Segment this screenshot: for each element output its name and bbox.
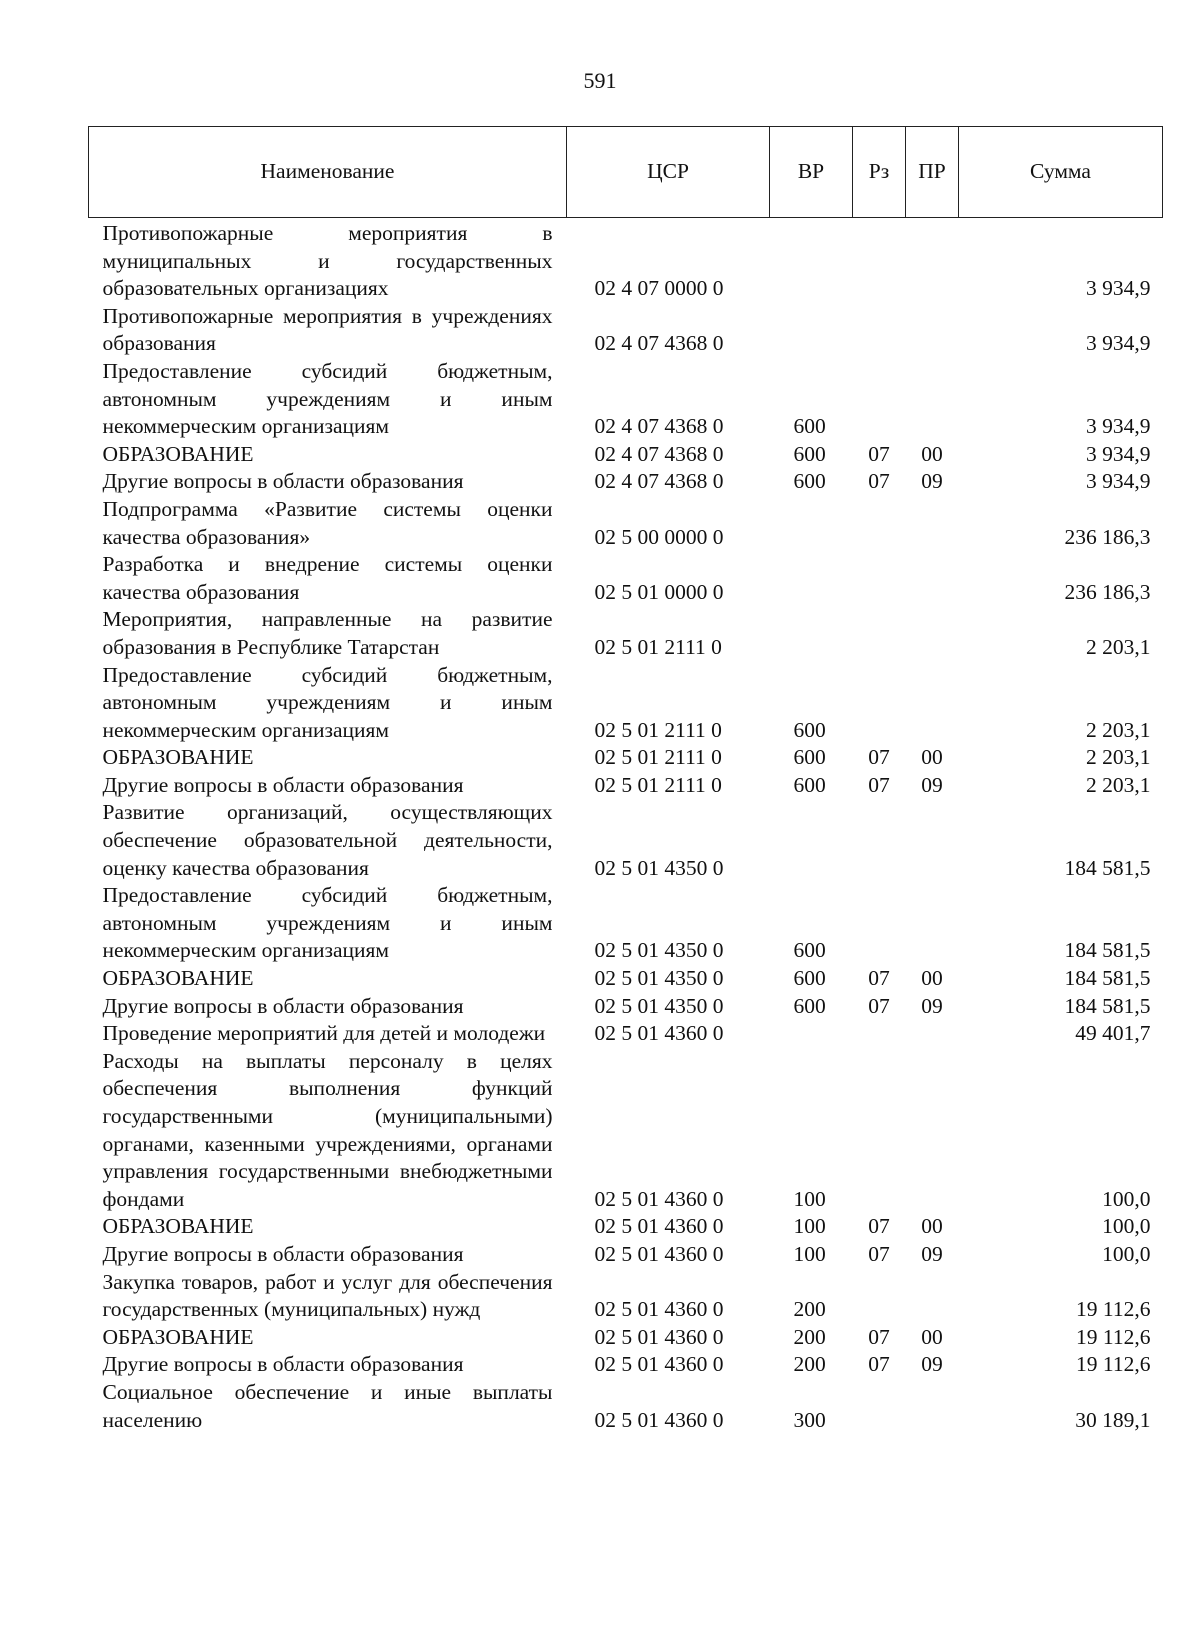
cell-vr [770,606,853,661]
cell-csr: 02 5 01 4360 0 [594,1297,724,1322]
cell-name: Другие вопросы в области образования [102,993,464,1018]
cell-rz [853,1048,906,1214]
cell-pr [906,303,959,358]
table-row [89,551,1163,606]
cell-vr: 200 [793,1297,826,1322]
cell-csr: 02 5 01 4360 0 [594,1214,724,1239]
cell-sum: 3 934,9 [1086,469,1151,494]
cell-pr [906,358,959,441]
cell-vr [770,496,853,551]
cell-rz: 07 [868,1352,890,1377]
cell-rz: 07 [868,469,890,494]
header-sum: Сумма [959,127,1163,218]
cell-rz: 07 [868,1214,890,1239]
cell-pr [906,1048,959,1214]
cell-name: ОБРАЗОВАНИЕ [102,441,254,466]
cell-pr [906,1379,959,1434]
cell-name: ОБРАЗОВАНИЕ [102,966,254,991]
cell-csr: 02 4 07 0000 0 [594,276,724,301]
cell-csr: 02 5 01 2111 0 [594,745,722,770]
cell-vr: 600 [793,745,826,770]
cell-name: Другие вопросы в области образования [102,772,464,797]
cell-csr: 02 5 01 2111 0 [594,772,722,797]
header-pr: ПР [906,127,959,218]
table-row [89,965,1163,993]
cell-pr [906,1269,959,1324]
cell-name: Другие вопросы в области образования [102,469,464,494]
cell-name: Расходы на выплаты персоналу в целях обеспечения выполнения функций государственными (муниципальными) органами, казенными учреждениями, органами управления государственными внебюджетными фондами [102,1048,553,1211]
cell-pr: 09 [921,772,943,797]
cell-vr [770,303,853,358]
cell-rz [853,303,906,358]
cell-sum: 2 203,1 [1086,634,1151,659]
cell-pr: 00 [921,745,943,770]
cell-vr: 600 [793,938,826,963]
cell-pr [906,882,959,965]
cell-vr: 600 [793,469,826,494]
cell-vr: 100 [793,1186,826,1211]
cell-vr [770,218,853,303]
cell-name: Противопожарные мероприятия в муниципальных и государственных образовательных организациях [102,221,553,301]
cell-vr: 600 [793,414,826,439]
table-row [89,1269,1163,1324]
cell-vr [770,551,853,606]
cell-vr: 600 [793,993,826,1018]
cell-rz [853,606,906,661]
cell-name: Предоставление субсидий бюджетным, автономным учреждениям и иным некоммерческим организациям [102,883,553,963]
cell-pr: 09 [921,1241,943,1266]
cell-rz [853,882,906,965]
cell-csr: 02 4 07 4368 0 [594,414,724,439]
page-number: 591 [583,68,617,93]
cell-rz [853,358,906,441]
table-row [89,441,1163,469]
cell-pr [906,496,959,551]
cell-vr: 600 [793,966,826,991]
cell-sum: 184 581,5 [1064,993,1151,1018]
cell-csr: 02 4 07 4368 0 [594,469,724,494]
cell-sum: 236 186,3 [1064,579,1151,604]
cell-sum: 3 934,9 [1086,441,1151,466]
cell-csr: 02 5 01 4360 0 [594,1186,724,1211]
cell-csr: 02 5 01 4360 0 [594,1407,724,1432]
cell-pr: 09 [921,993,943,1018]
cell-name: Закупка товаров, работ и услуг для обеспечения государственных (муниципальных) нужд [102,1269,553,1322]
cell-sum: 2 203,1 [1086,772,1151,797]
cell-pr [906,1020,959,1048]
cell-csr: 02 5 01 0000 0 [594,579,724,604]
cell-rz: 07 [868,772,890,797]
cell-vr: 300 [793,1407,826,1432]
cell-csr: 02 5 01 2111 0 [594,634,722,659]
header-vr: ВР [770,127,853,218]
table-row [89,1241,1163,1269]
cell-name: Другие вопросы в области образования [102,1241,464,1266]
table-row [89,303,1163,358]
cell-rz [853,662,906,745]
cell-sum: 2 203,1 [1086,717,1151,742]
budget-table [88,126,1163,1434]
cell-rz: 07 [868,441,890,466]
cell-rz [853,799,906,882]
cell-vr: 600 [793,717,826,742]
cell-csr: 02 5 01 4360 0 [594,1241,724,1266]
cell-name: Подпрограмма «Развитие системы оценки качества образования» [102,496,553,549]
cell-rz [853,218,906,303]
table-row [89,1351,1163,1379]
table-row [89,218,1163,303]
cell-rz: 07 [868,1241,890,1266]
table-row [89,993,1163,1021]
cell-rz: 07 [868,1324,890,1349]
cell-pr [906,218,959,303]
cell-name: Разработка и внедрение системы оценки качества образования [102,552,553,604]
table-row [89,606,1163,661]
cell-rz [853,1379,906,1434]
table-row [89,744,1163,772]
cell-sum: 100,0 [1102,1214,1151,1239]
cell-sum: 3 934,9 [1086,331,1151,356]
cell-csr: 02 5 00 0000 0 [594,524,724,549]
cell-csr: 02 4 07 4368 0 [594,441,724,466]
table-row [89,468,1163,496]
table-row [89,1213,1163,1241]
cell-csr: 02 4 07 4368 0 [594,331,724,356]
header-name: Наименование [89,127,567,218]
cell-name: Социальное обеспечение и иные выплаты населению [102,1379,553,1432]
cell-csr: 02 5 01 4360 0 [594,1352,724,1377]
cell-pr: 00 [921,966,943,991]
cell-rz: 07 [868,966,890,991]
table-row [89,882,1163,965]
cell-sum: 30 189,1 [1075,1407,1151,1432]
cell-name: Мероприятия, направленные на развитие образования в Республике Татарстан [102,607,553,659]
cell-name: Другие вопросы в области образования [102,1352,464,1377]
cell-name: ОБРАЗОВАНИЕ [102,745,254,770]
table-row [89,1048,1163,1214]
cell-sum: 2 203,1 [1086,745,1151,770]
cell-csr: 02 5 01 4350 0 [594,966,724,991]
cell-name: Противопожарные мероприятия в учреждениях образования [102,303,553,356]
table-header [89,127,1163,218]
cell-sum: 19 112,6 [1076,1324,1151,1349]
cell-sum: 100,0 [1102,1186,1151,1211]
cell-sum: 184 581,5 [1064,938,1151,963]
cell-name: Предоставление субсидий бюджетным, автономным учреждениям и иным некоммерческим организациям [102,662,553,742]
cell-csr: 02 5 01 4360 0 [594,1324,724,1349]
table-row [89,358,1163,441]
cell-vr: 100 [793,1214,826,1239]
cell-sum: 19 112,6 [1076,1297,1151,1322]
cell-pr: 00 [921,441,943,466]
cell-rz [853,1020,906,1048]
cell-pr [906,799,959,882]
cell-csr: 02 5 01 4350 0 [594,938,724,963]
cell-sum: 19 112,6 [1076,1352,1151,1377]
cell-rz [853,551,906,606]
header-csr: ЦСР [567,127,770,218]
cell-name: ОБРАЗОВАНИЕ [102,1324,254,1349]
cell-name: Развитие организаций, осуществляющих обеспечение образовательной деятельности, оценку качества образования [102,800,553,880]
cell-sum: 49 401,7 [1075,1021,1151,1046]
cell-csr: 02 5 01 2111 0 [594,717,722,742]
cell-pr: 00 [921,1214,943,1239]
cell-name: Проведение мероприятий для детей и молодежи [102,1021,546,1046]
cell-vr: 200 [793,1324,826,1349]
table-row [89,1379,1163,1434]
cell-vr [770,799,853,882]
cell-csr: 02 5 01 4350 0 [594,855,724,880]
cell-rz [853,496,906,551]
table-row [89,799,1163,882]
cell-sum: 184 581,5 [1064,855,1151,880]
cell-pr [906,551,959,606]
cell-vr [770,1020,853,1048]
table-row [89,1324,1163,1352]
cell-sum: 236 186,3 [1064,524,1151,549]
cell-pr: 00 [921,1324,943,1349]
cell-rz: 07 [868,745,890,770]
cell-csr: 02 5 01 4360 0 [594,1021,724,1046]
cell-name: Предоставление субсидий бюджетным, автономным учреждениям и иным некоммерческим организациям [102,358,553,439]
cell-vr: 600 [793,441,826,466]
cell-pr [906,606,959,661]
cell-sum: 184 581,5 [1064,966,1151,991]
cell-pr: 09 [921,1352,943,1377]
cell-sum: 3 934,9 [1086,414,1151,439]
cell-vr: 200 [793,1352,826,1377]
cell-name: ОБРАЗОВАНИЕ [102,1214,254,1239]
header-rz: Рз [853,127,906,218]
cell-pr [906,662,959,745]
table-row [89,772,1163,800]
table-row [89,1020,1163,1048]
table-row [89,496,1163,551]
cell-vr: 100 [793,1241,826,1266]
cell-pr: 09 [921,469,943,494]
cell-rz: 07 [868,993,890,1018]
table-body [89,218,1163,1435]
table-row [89,662,1163,745]
cell-csr: 02 5 01 4350 0 [594,993,724,1018]
cell-sum: 100,0 [1102,1241,1151,1266]
cell-sum: 3 934,9 [1086,276,1151,301]
cell-rz [853,1269,906,1324]
cell-vr: 600 [793,772,826,797]
